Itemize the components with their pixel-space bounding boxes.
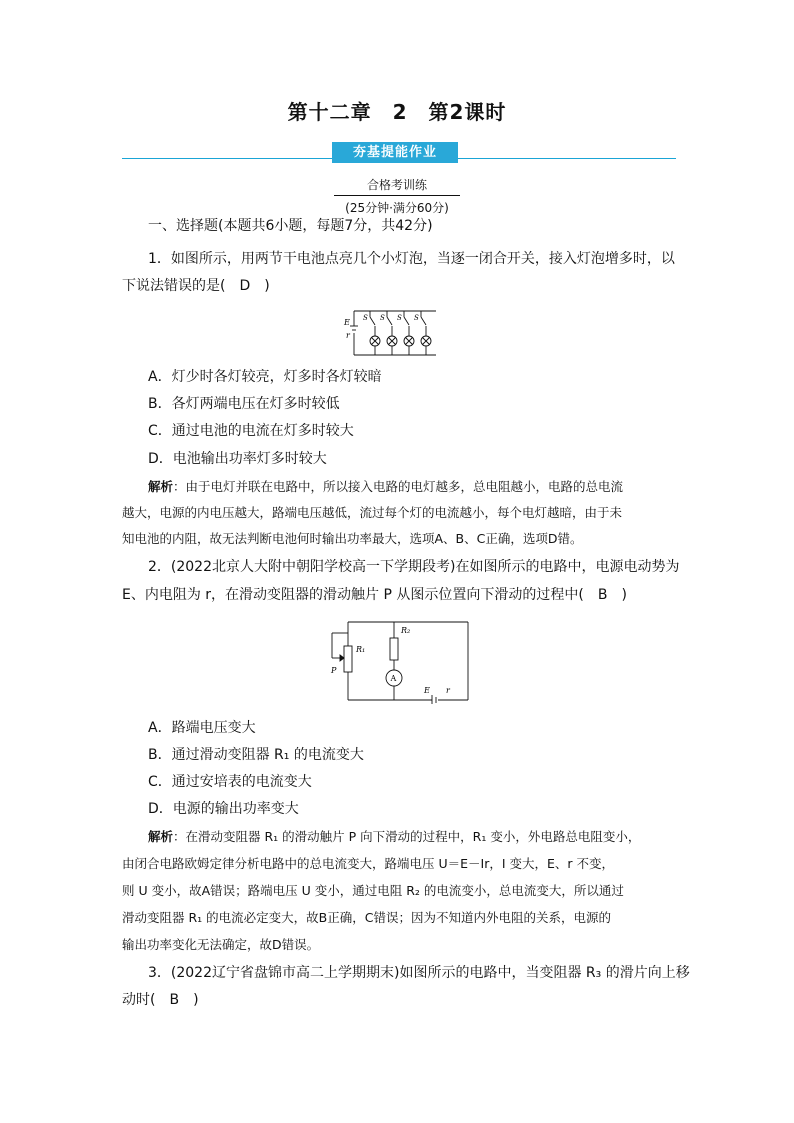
section-name: 合格考训练 [366,178,427,192]
q2-explanation-line1: 解析：在滑动变阻器 R₁ 的滑动触片 P 向下滑动的过程中，R₁ 变小，外电路总电阻变小， [148,829,641,844]
section-banner: 夯基提能作业 [332,142,458,163]
q2-explanation-line3: 则 U 变小，故A错误；路端电压 U 变小，通过电阻 R₂ 的电流变小，总电流变大，所以通过 [122,883,624,898]
q1-explanation-line2: 越大，电源的内电压越大，路端电压越低，流过每个灯的电流越小，每个电灯越暗，由于未 [122,505,623,520]
section-underline [334,195,460,196]
q1-stem-line1: 1．如图所示，用两节干电池点亮几个小灯泡，当逐一闭合开关，接入灯泡增多时，以 [148,251,675,267]
q2-fig-label-R2: R₂ [401,626,411,635]
q1-fig-label-S1: S [363,314,368,322]
q1-circuit-figure [342,308,442,358]
q2-stem-line1: 2．(2022北京人大附中朝阳学校高一下学期段考)在如图所示的电路中，电源电动势为 [148,559,680,575]
q1-option-b: B．各灯两端电压在灯多时较低 [148,396,340,412]
section-heading: 一、选择题(本题共6小题，每题7分，共42分) [148,218,433,234]
q1-fig-label-S4: S [414,314,419,322]
q1-fig-label-S3: S [397,314,402,322]
q2-circuit-figure [328,618,470,704]
q1-option-c: C．通过电池的电流在灯多时较大 [148,423,354,439]
q2-explanation-line2: 由闭合电路欧姆定律分析电路中的总电流变大，路端电压 U＝E－Ir，I 变大，E、r 不变， [122,856,615,871]
q2-fig-label-A: A [390,674,397,683]
q2-explanation-line5: 输出功率变化无法确定，故D错误。 [122,937,320,952]
q1-explanation-line3: 知电池的内阻，故无法判断电池何时输出功率最大，选项A、B、C正确，选项D错。 [122,531,583,546]
q2-option-a: A．路端电压变大 [148,720,256,736]
q1-fig-label-r: r [346,331,350,340]
q2-explanation-label: 解析 [148,829,174,844]
q2-fig-label-r: r [446,686,450,695]
section-time: (25分钟·满分60分) [345,201,449,215]
q3-stem-line2: 动时( B ) [122,992,199,1008]
page-title: 第十二章 2 第2课时 [287,100,507,124]
q2-option-c: C．通过安培表的电流变大 [148,774,312,790]
q2-explanation-line4: 滑动变阻器 R₁ 的电流必定变大，故B正确，C错误；因为不知道内外电阻的关系，电源的 [122,910,611,925]
q3-stem-line1: 3．(2022辽宁省盘锦市高二上学期期末)如图所示的电路中，当变阻器 R₃ 的滑片向上移 [148,965,690,981]
q2-fig-label-P: P [331,666,337,675]
q2-option-b: B．通过滑动变阻器 R₁ 的电流变大 [148,747,364,763]
q1-explanation-label: 解析 [148,479,174,494]
q1-fig-label-S2: S [380,314,385,322]
q2-fig-label-E: E [424,686,430,695]
q1-option-d: D．电池输出功率灯多时较大 [148,451,327,467]
q2-stem-line2: E、内电阻为 r，在滑动变阻器的滑动触片 P 从图示位置向下滑动的过程中( B ) [122,587,627,603]
q2-fig-label-R1: R₁ [356,645,366,654]
q1-stem-line2: 下说法错误的是( D ) [122,278,270,294]
q1-explanation-line1: 解析：由于电灯并联在电路中，所以接入电路的电灯越多，总电阻越小，电路的总电流 [148,479,624,494]
q1-fig-label-E: E [344,318,350,327]
q2-option-d: D．电源的输出功率变大 [148,801,299,817]
q1-option-a: A．灯少时各灯较亮，灯多时各灯较暗 [148,369,382,385]
